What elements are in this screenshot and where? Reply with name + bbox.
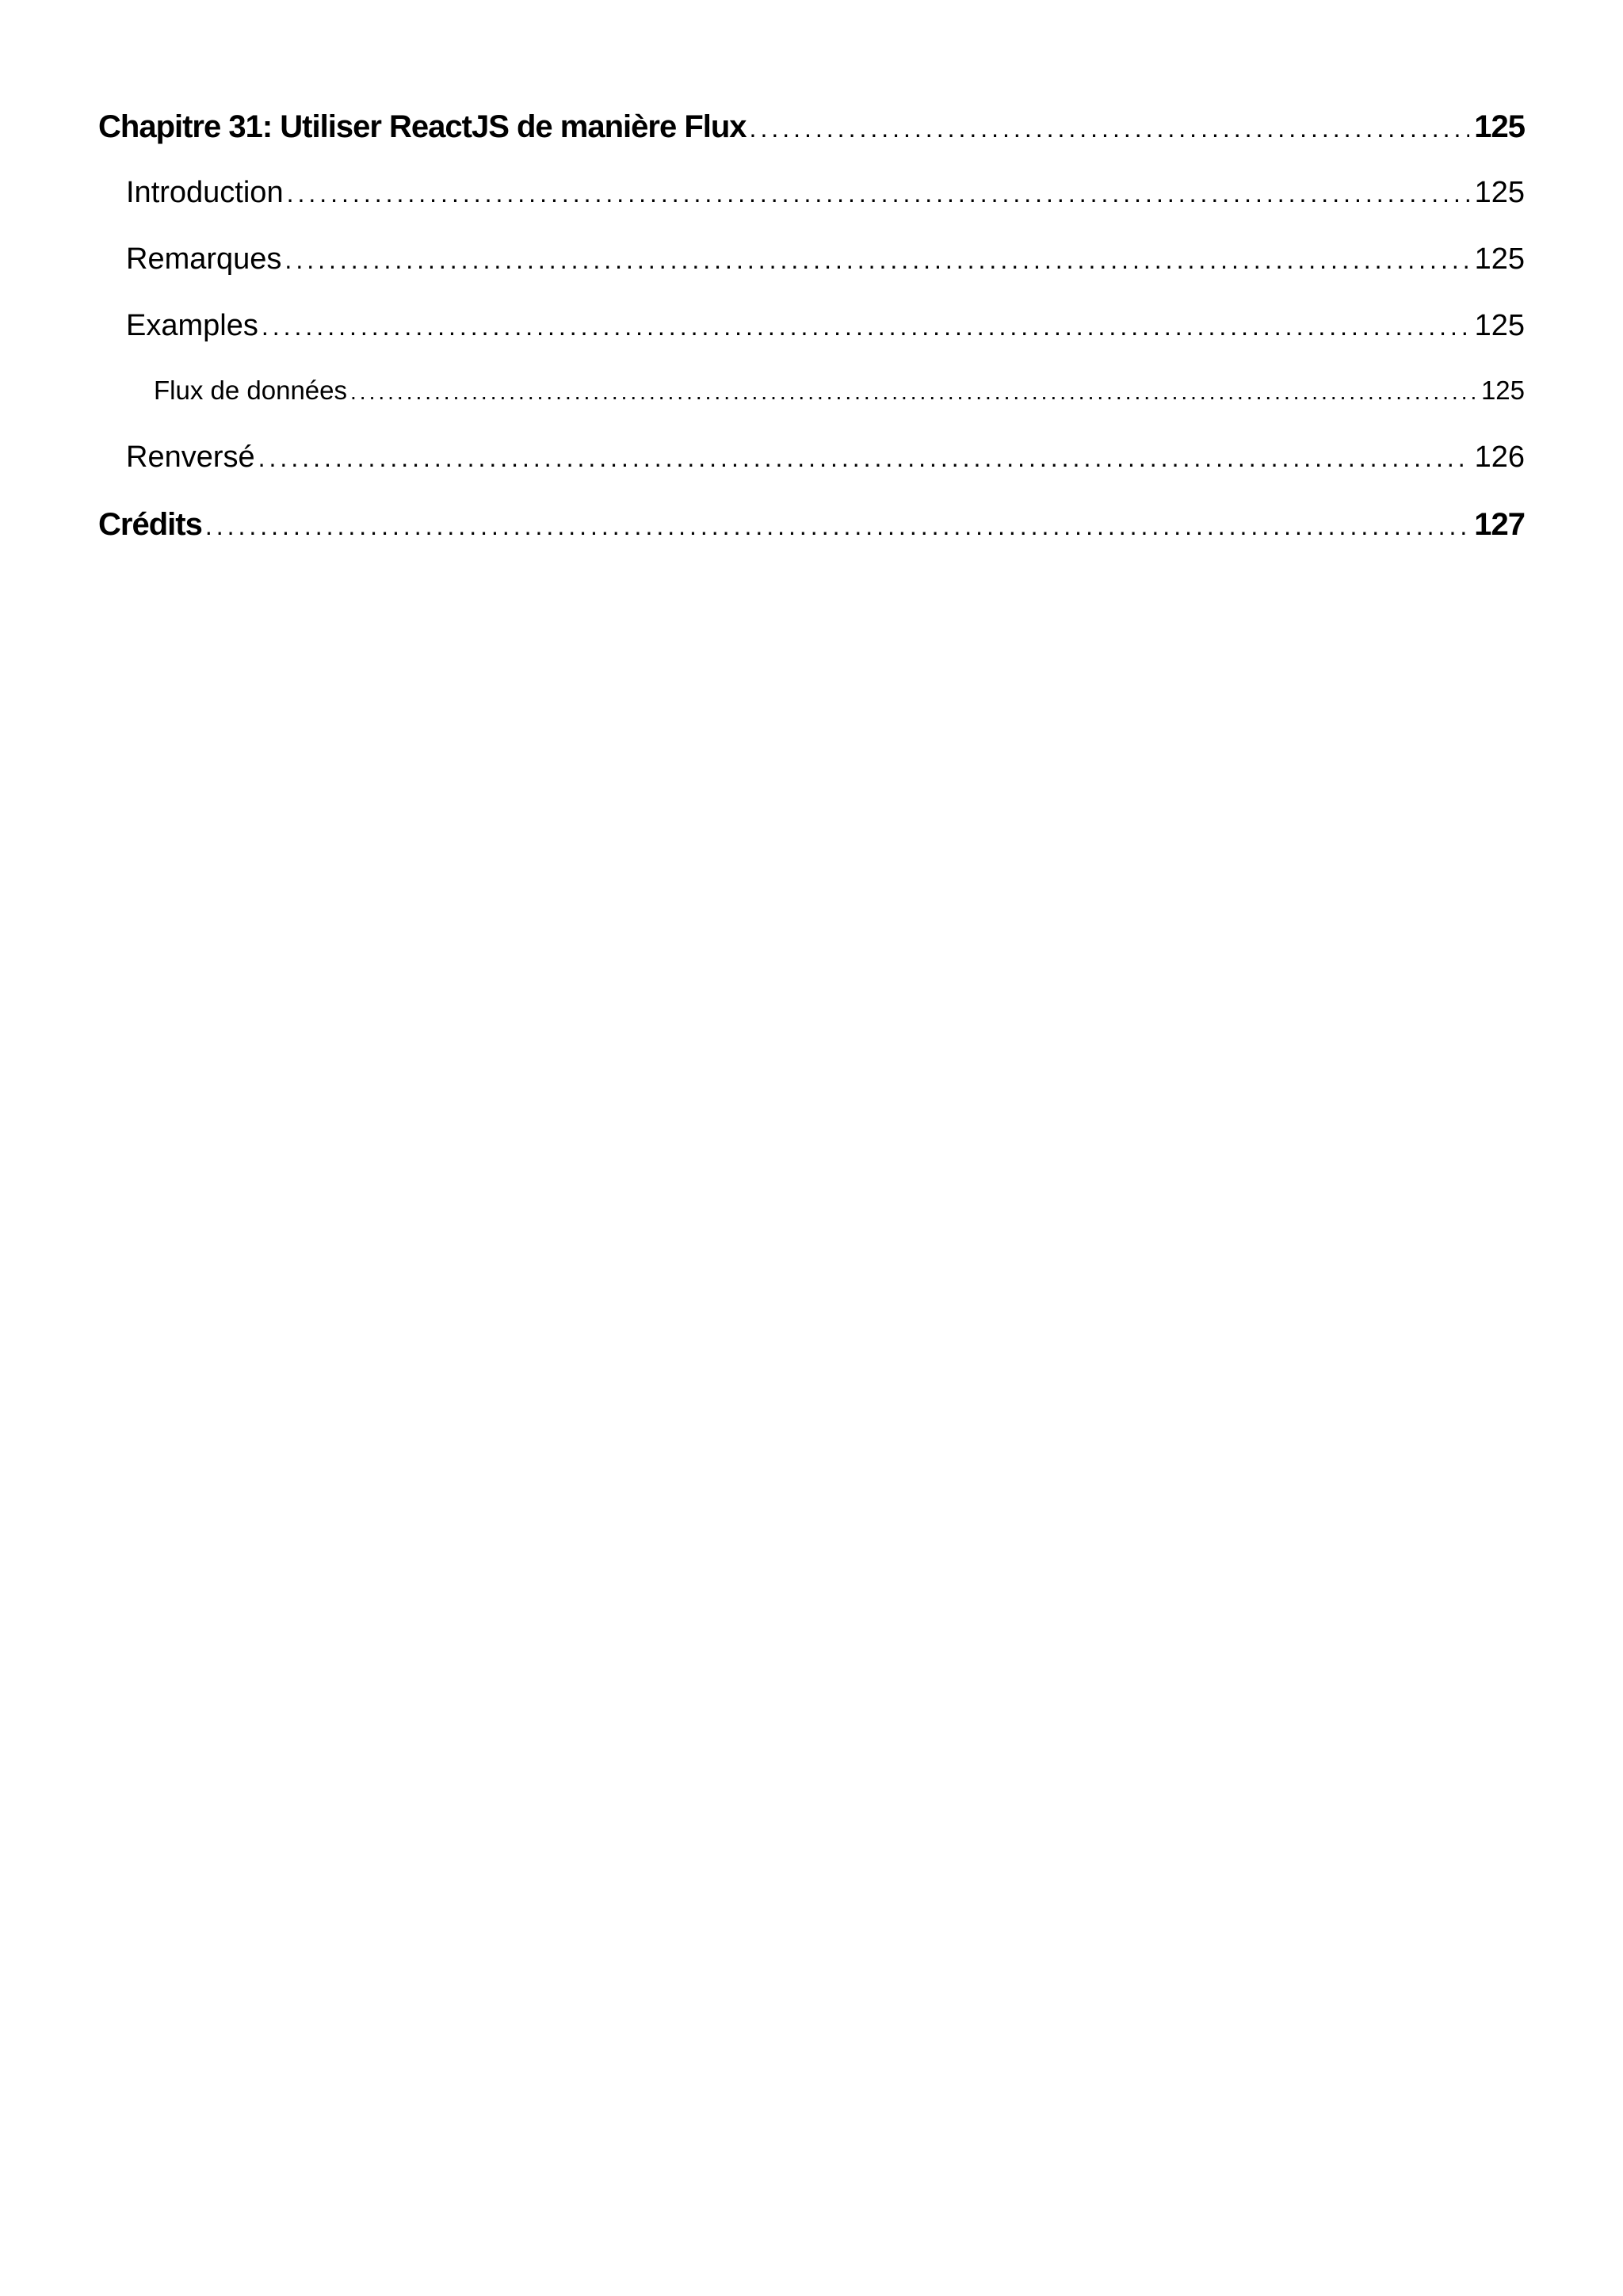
dot-leader	[262, 312, 1470, 341]
toc-entry-page: 125	[1474, 242, 1525, 276]
toc-entry-page: 126	[1474, 441, 1525, 474]
toc-entry-page: 125	[1474, 109, 1525, 144]
toc-entry-page: 125	[1480, 376, 1525, 405]
toc-entry-page: 125	[1474, 309, 1525, 342]
toc-entry-chapter-31[interactable]	[98, 109, 1525, 176]
toc-entry-flux-de-donnees[interactable]	[98, 376, 1525, 441]
toc-entry-title: Remarques	[126, 242, 282, 276]
toc-entry-page: 125	[1474, 176, 1525, 209]
toc-entry-introduction[interactable]	[98, 176, 1525, 242]
dot-leader	[285, 246, 1469, 275]
table-of-contents	[98, 109, 1525, 574]
toc-entry-remarques[interactable]	[98, 242, 1525, 309]
dot-leader	[205, 512, 1469, 541]
toc-entry-credits[interactable]	[98, 507, 1525, 574]
dot-leader	[350, 379, 1476, 405]
toc-entry-page: 127	[1474, 507, 1525, 542]
toc-entry-title: Examples	[126, 309, 258, 342]
toc-entry-title: Chapitre 31: Utiliser ReactJS de manière Flux	[98, 109, 747, 144]
dot-leader	[287, 179, 1470, 208]
toc-entry-renverse[interactable]	[98, 441, 1525, 507]
toc-entry-title: Flux de données	[154, 376, 348, 405]
toc-entry-examples[interactable]	[98, 309, 1525, 376]
toc-entry-title: Crédits	[98, 507, 202, 542]
dot-leader	[750, 114, 1470, 143]
dot-leader	[258, 444, 1470, 473]
toc-entry-title: Introduction	[126, 176, 284, 209]
toc-entry-title: Renversé	[126, 441, 255, 474]
